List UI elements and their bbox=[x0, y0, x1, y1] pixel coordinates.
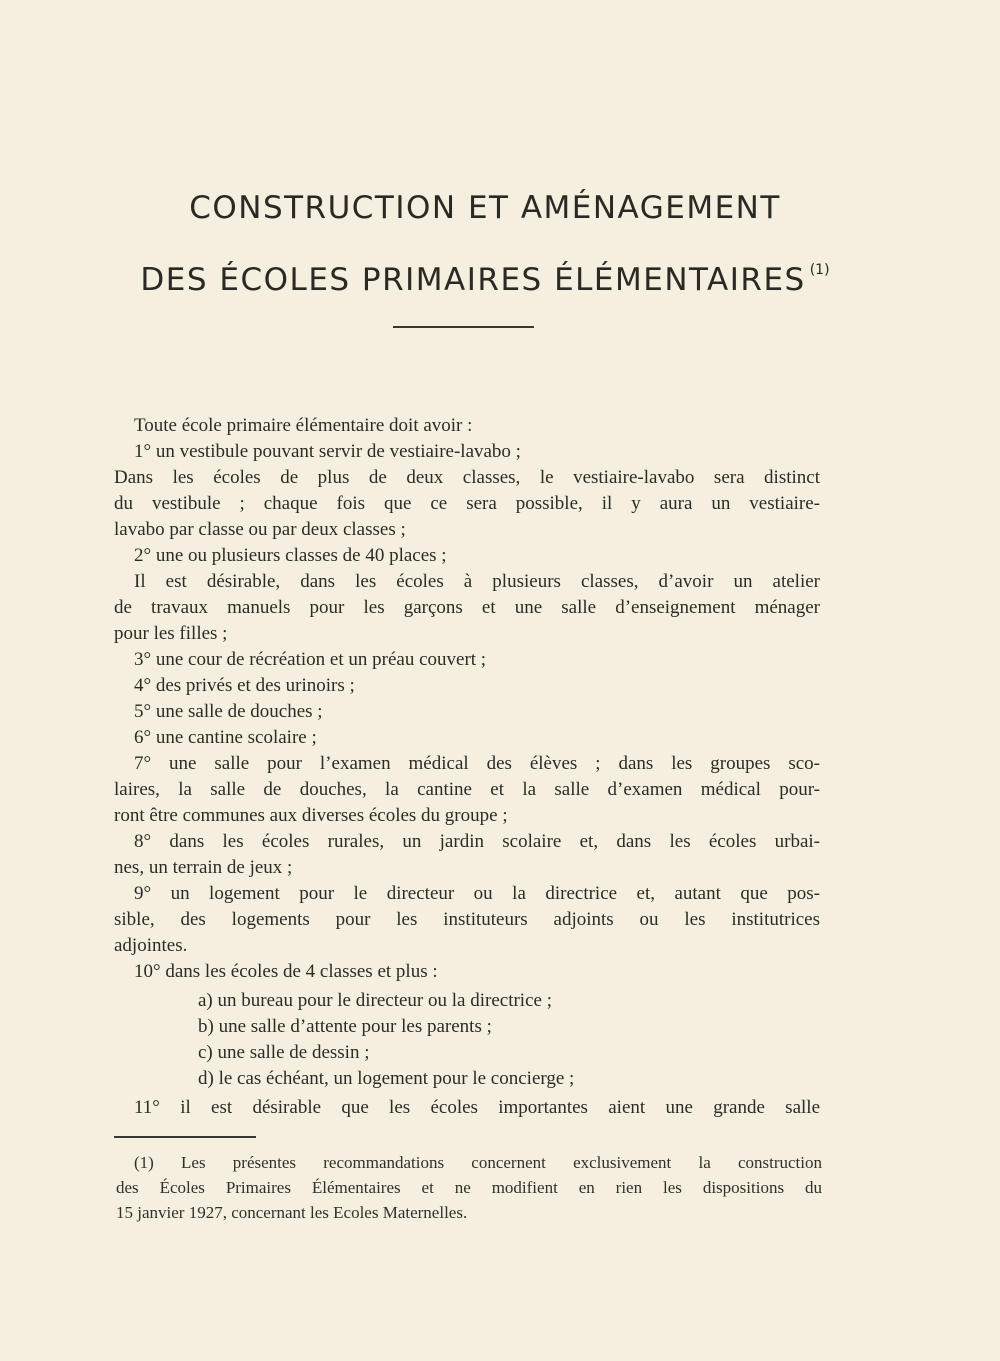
page-title-line-1: CONSTRUCTION ET AMÉNAGEMENT bbox=[189, 190, 781, 226]
body-line: 1° un vestibule pouvant servir de vestiaire-lavabo ; bbox=[134, 441, 521, 462]
body-line: pour les filles ; bbox=[114, 623, 228, 644]
body-line: 8° dans les écoles rurales, un jardin scolaire et, dans les écoles urbai- bbox=[134, 831, 820, 852]
body-line: lavabo par classe ou par deux classes ; bbox=[114, 519, 406, 540]
body-line: nes, un terrain de jeux ; bbox=[114, 857, 293, 878]
body-line: 3° une cour de récréation et un préau couvert ; bbox=[134, 649, 487, 670]
body-line: c) une salle de dessin ; bbox=[198, 1042, 370, 1063]
body-line: Dans les écoles de plus de deux classes, le vestiaire-lavabo sera distinct bbox=[114, 467, 820, 488]
footnote-line: 15 janvier 1927, concernant les Ecoles Maternelles. bbox=[116, 1203, 468, 1222]
body-line: 4° des privés et des urinoirs ; bbox=[134, 675, 355, 696]
page-title-line-2 bbox=[100, 250, 870, 300]
body-line: 11° il est désirable que les écoles importantes aient une grande salle bbox=[134, 1097, 820, 1118]
body-line: 2° une ou plusieurs classes de 40 places ; bbox=[134, 545, 447, 566]
body-line: 10° dans les écoles de 4 classes et plus : bbox=[134, 961, 438, 982]
body-line: a) un bureau pour le directeur ou la directrice ; bbox=[198, 990, 552, 1011]
body-line: 6° une cantine scolaire ; bbox=[134, 727, 317, 748]
title-footnote-ref: (1) bbox=[809, 262, 830, 278]
footnote-divider bbox=[114, 1136, 256, 1138]
title-divider bbox=[393, 326, 534, 328]
body-line: ront être communes aux diverses écoles du groupe ; bbox=[114, 805, 508, 826]
body-line: 5° une salle de douches ; bbox=[134, 701, 323, 722]
body-line: laires, la salle de douches, la cantine et la salle d’examen médical pour- bbox=[114, 779, 820, 800]
body-line: de travaux manuels pour les garçons et une salle d’enseignement ménager bbox=[114, 597, 820, 618]
body-line: adjointes. bbox=[114, 935, 188, 956]
footnote-line: des Écoles Primaires Élémentaires et ne modifient en rien les dispositions du bbox=[116, 1178, 822, 1197]
body-line: du vestibule ; chaque fois que ce sera possible, il y aura un vestiaire- bbox=[114, 493, 820, 514]
footnote-line: (1) Les présentes recommandations concernent exclusivement la construction bbox=[134, 1153, 822, 1172]
body-line: Toute école primaire élémentaire doit avoir : bbox=[134, 415, 473, 436]
body-line: sible, des logements pour les instituteurs adjoints ou les institutrices bbox=[114, 909, 820, 930]
body-line: 9° un logement pour le directeur ou la directrice et, autant que pos- bbox=[134, 883, 820, 904]
body-line: b) une salle d’attente pour les parents ; bbox=[198, 1016, 492, 1037]
body-line: 7° une salle pour l’examen médical des élèves ; dans les groupes sco- bbox=[134, 753, 820, 774]
body-line: d) le cas échéant, un logement pour le concierge ; bbox=[198, 1068, 575, 1089]
body-line: Il est désirable, dans les écoles à plusieurs classes, d’avoir un atelier bbox=[134, 571, 820, 592]
page-title-line-2-text: DES ÉCOLES PRIMAIRES ÉLÉMENTAIRES bbox=[140, 262, 806, 298]
